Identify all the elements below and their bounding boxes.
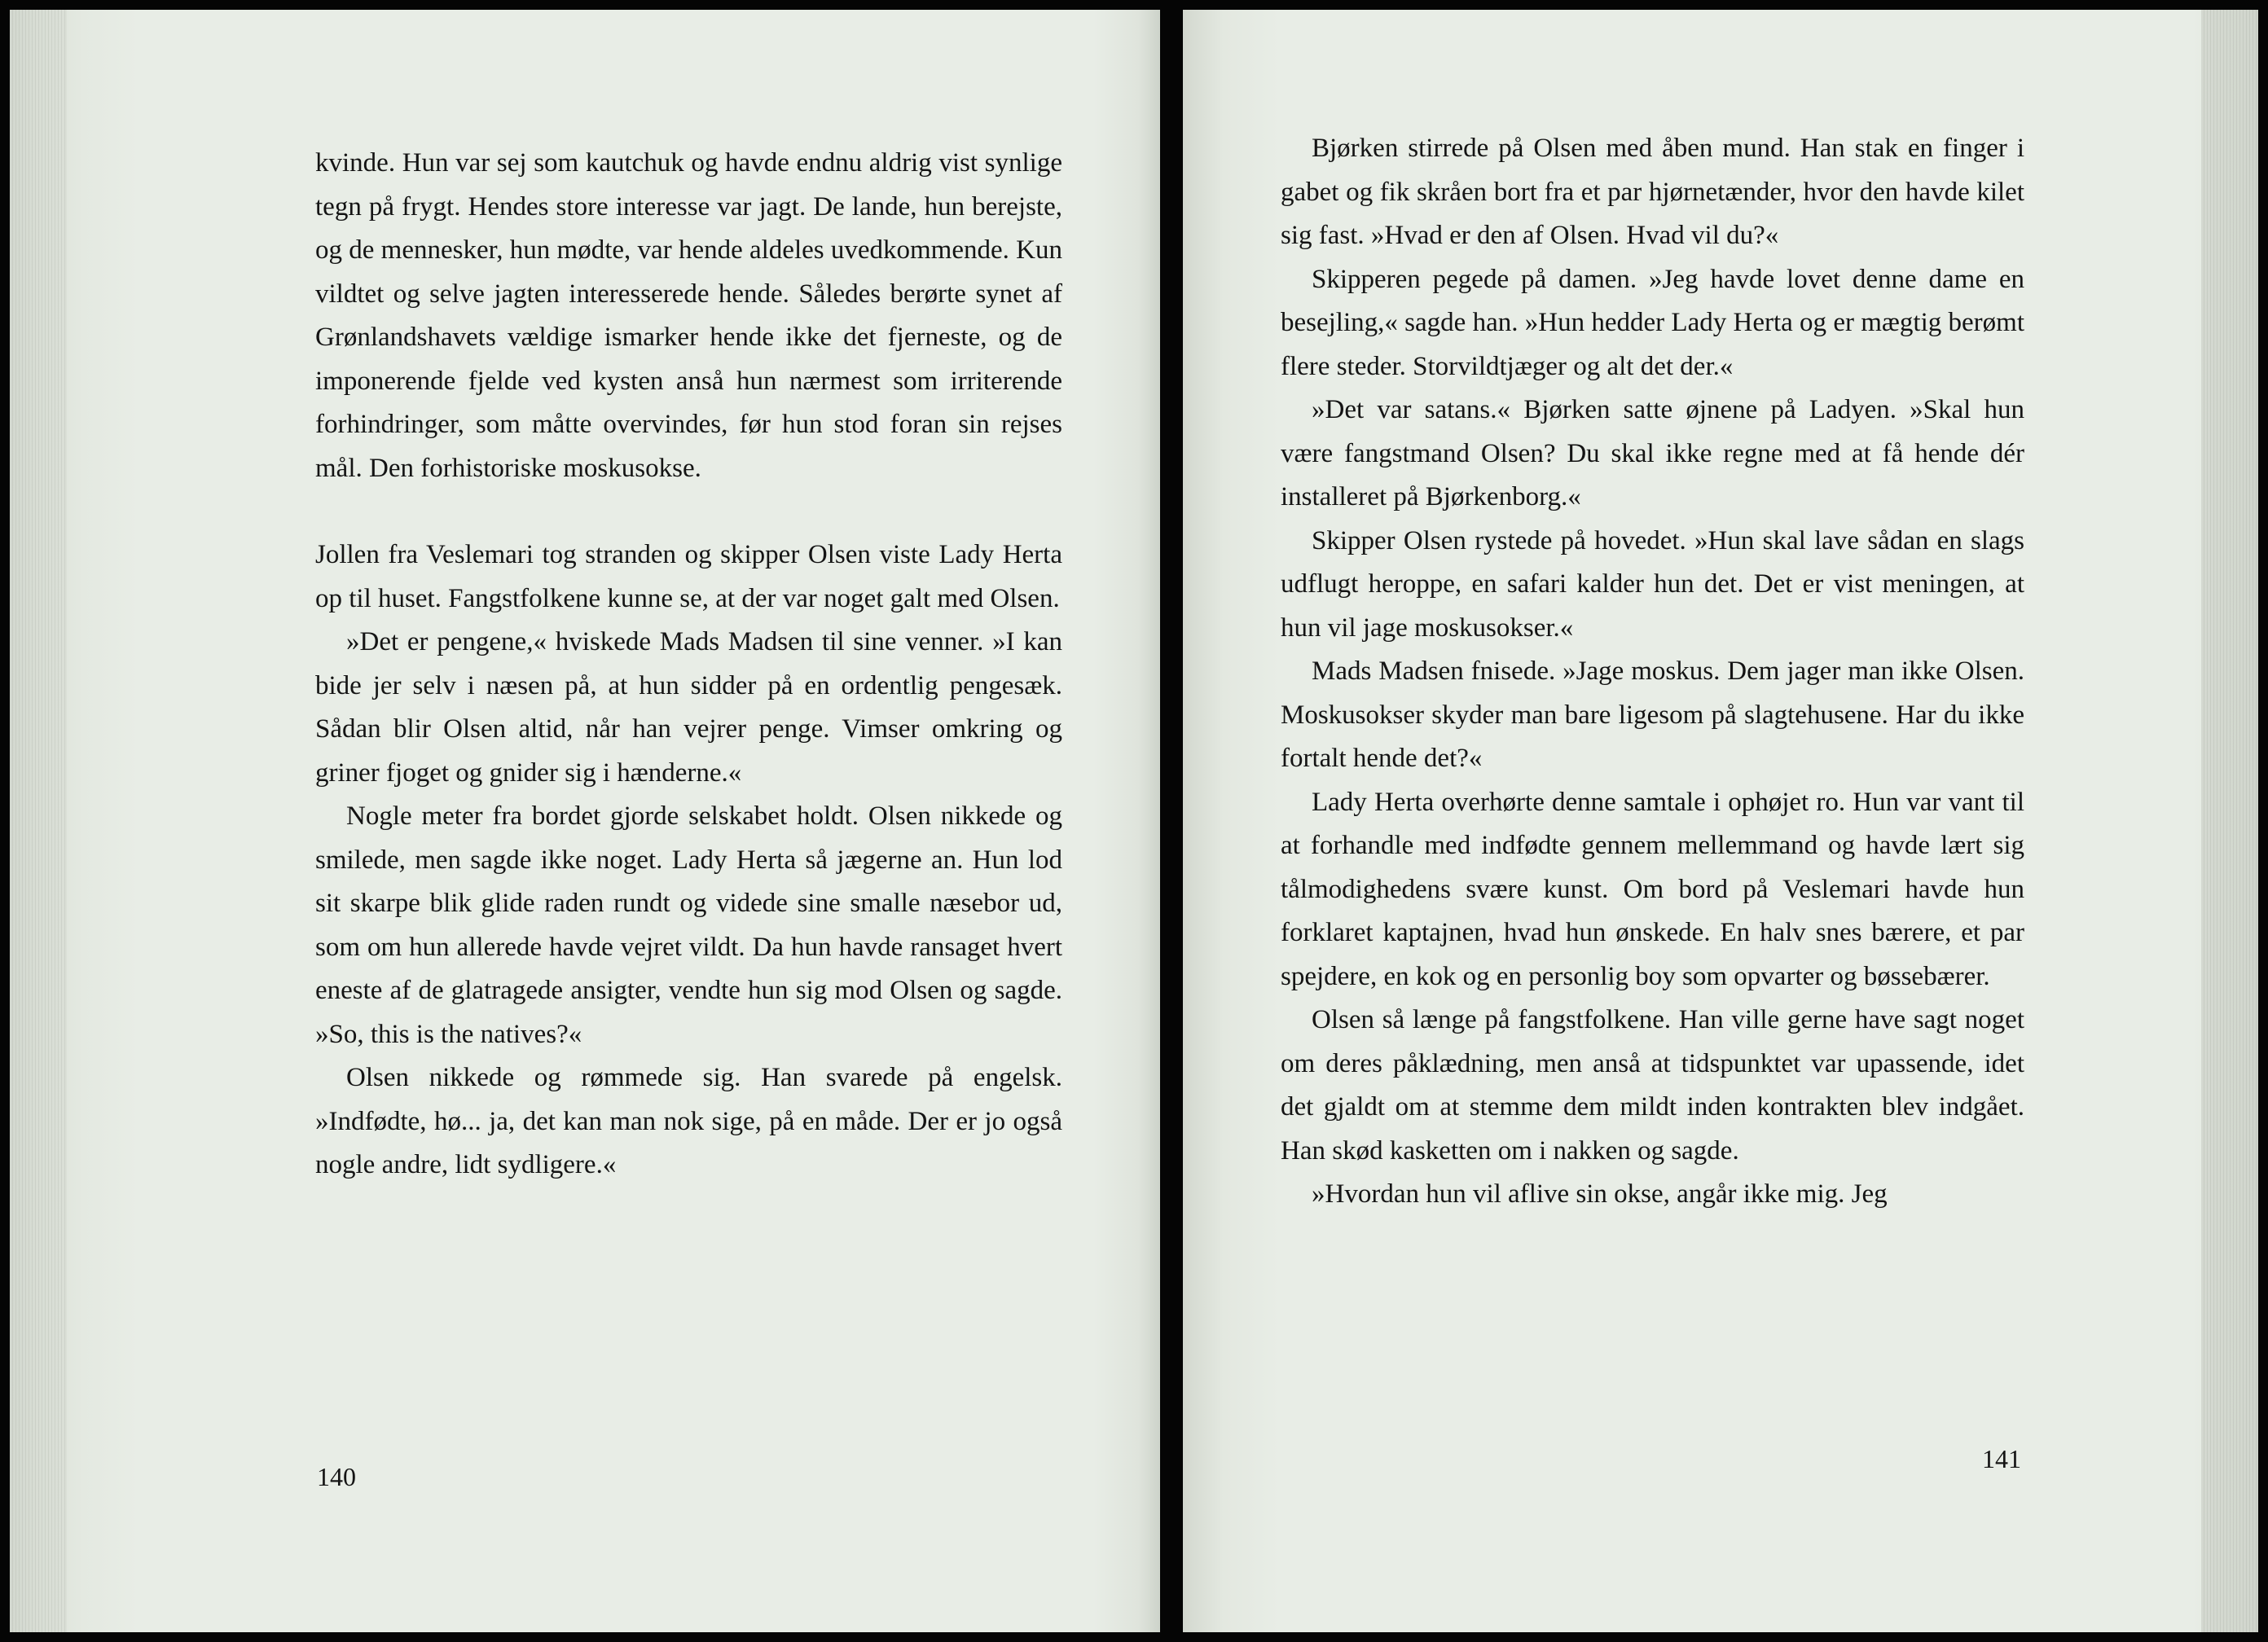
page-number-left: 140 (317, 1462, 356, 1491)
paragraph: Skipperen pegede på damen. »Jeg havde lovet denne dame en besejling,« sagde han. »Hun hedder Lady Herta og er mægtig berømt flere steder. Storvildtjæger og alt det der.« (1281, 264, 2024, 381)
left-page-edges (10, 10, 67, 1632)
paragraph: »Det er pengene,« hviskede Mads Madsen til sine venner. »I kan bide jer selv i næsen på, at hun sidder på en ordentlig pengesæk. Sådan blir Olsen altid, når han vejrer penge. Vimser omkring og griner fjoget og gnider sig i hænderne.« (315, 627, 1062, 788)
paragraph: »Det var satans.« Bjørken satte øjnene på Ladyen. »Skal hun være fangstmand Olsen? Du skal ikke regne med at få hende dér installeret på Bjørkenborg.« (1281, 395, 2024, 511)
page-number-right: 141 (1982, 1444, 2021, 1473)
paragraph: Skipper Olsen rystede på hovedet. »Hun skal lave sådan en slags udflugt heroppe, en safari kalder hun det. Det er vist meningen, at hun vil jage moskusokser.« (1281, 525, 2024, 643)
paragraph: Nogle meter fra bordet gjorde selskabet holdt. Olsen nikkede og smilede, men sagde ikke noget. Lady Herta så jægerne an. Hun lod sit skarpe blik glide raden rundt og videde sine smalle næsebor ud, som om hun allerede havde vejret vildt. Da hun havde ransaget hvert eneste af de glatragede ansigter, vendte hun sig mod Olsen og sagde. »So, this is the natives?« (315, 801, 1062, 1049)
paragraph: Mads Madsen fnisede. »Jage moskus. Dem jager man ikke Olsen. Moskusokser skyder man bare ligesom på slagtehusene. Har du ikke fortalt hende det?« (1281, 656, 2024, 773)
paragraph: Lady Herta overhørte denne samtale i ophøjet ro. Hun var vant til at forhandle med indfødte gennem mellemmand og havde lært sig tålmodighedens svære kunst. Om bord på Veslemari havde hun forklaret kaptajnen, hvad hun ønskede. En halv snes bærere, et par spejdere, en kok og en personlig boy som opvarter og bøssebærer. (1281, 787, 2024, 991)
paragraph: Bjørken stirrede på Olsen med åben mund. Han stak en finger i gabet og fik skråen bort fra et par hjørnetænder, hvor den havde kilet sig fast. »Hvad er den af Olsen. Hvad vil du?« (1281, 134, 2024, 250)
paragraph: kvinde. Hun var sej som kautchuk og havde endnu aldrig vist synlige tegn på frygt. Hendes store interesse var jagt. De lande, hun berejste, og de mennesker, hun mødte, var hende aldeles uvedkommende. Kun vildtet og selve jagten interesserede hende. Således berørte synet af Grønlandshavets vældige ismarker hende ikke det fjerneste, og de imponerende fjelde ved kysten anså hun nærmest som irriterende forhindringer, som måtte overvindes, før hun stod foran sin rejses mål. Den forhistoriske moskusokse. (315, 148, 1062, 483)
right-page-body (1281, 127, 2024, 1217)
left-page-body (315, 142, 1062, 1188)
paragraph: Olsen så længe på fangstfolkene. Han ville gerne have sagt noget om deres påklædning, men anså at tidspunktet var upassende, idet det gjaldt om at stemme dem mildt inden kontrakten blev indgået. Han skød kasketten om i nakken og sagde. (1281, 1005, 2024, 1166)
right-page-edges (2201, 10, 2258, 1632)
paragraph: Jollen fra Veslemari tog stranden og skipper Olsen viste Lady Herta op til huset. Fangstfolkene kunne se, at der var noget galt med Olsen. (315, 540, 1062, 613)
paragraph: Olsen nikkede og rømmede sig. Han svarede på engelsk. »Indfødte, hø... ja, det kan man nok sige, på en måde. Der er jo også nogle andre, lidt sydligere.« (315, 1063, 1062, 1179)
paragraph: »Hvordan hun vil aflive sin okse, angår ikke mig. Jeg (1312, 1179, 1888, 1209)
